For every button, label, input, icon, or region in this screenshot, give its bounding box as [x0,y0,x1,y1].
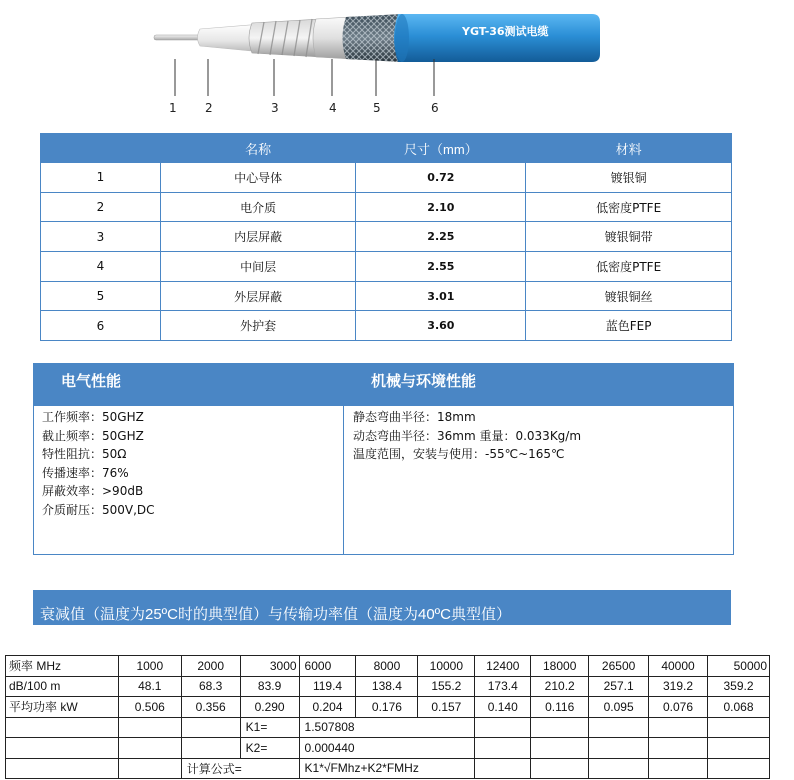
table-row [41,163,732,193]
freq-cell: 2000 [181,656,240,677]
table-row-k2 [6,738,770,759]
spec-line: 屏蔽效率：>90dB [42,484,144,498]
row-index: 6 [41,311,161,341]
db-cell: 257.1 [589,676,649,697]
row-index: 1 [41,163,161,193]
table-row-attenuation [6,676,770,697]
power-cell: 0.356 [181,697,240,718]
dimensions-table [40,133,732,341]
performance-panel [33,363,734,555]
power-cell: 0.157 [418,697,475,718]
power-cell: 0.176 [356,697,418,718]
power-cell: 0.204 [299,697,356,718]
row-size: 3.01 [356,281,526,311]
spec-line: 介质耐压：500V,DC [42,502,155,517]
row-name: 中间层 [160,252,356,282]
frequency-label: 频率 MHz [6,656,119,677]
freq-cell: 40000 [649,656,708,677]
cable-label: YGT-36测试电缆 [462,25,549,38]
spec-line: 工作频率：50GHZ [42,410,144,424]
table-row [41,192,732,222]
row-size: 2.25 [356,222,526,252]
row-index: 5 [41,281,161,311]
callout-number-2: 2 [205,101,213,115]
db-cell: 119.4 [299,676,356,697]
row-size: 3.60 [356,311,526,341]
row-size: 0.72 [356,163,526,193]
db-cell: 138.4 [356,676,418,697]
spec-line: 静态弯曲半径：18mm [353,410,476,424]
row-material: 蓝色FEP [526,311,732,341]
power-cell: 0.290 [240,697,299,718]
db-cell: 68.3 [181,676,240,697]
outer-jacket [394,14,600,62]
electrical-specs [34,406,344,554]
callout-number-5: 5 [373,101,381,115]
mechanical-title: 机械与环境性能 [371,373,477,390]
callout-number-1: 1 [169,101,177,115]
power-cell: 0.140 [475,697,531,718]
table-header-row [41,134,732,163]
db-cell: 173.4 [475,676,531,697]
leader-lines [175,59,434,96]
header-index [41,134,161,163]
power-cell: 0.116 [531,697,589,718]
db-cell: 319.2 [649,676,708,697]
k1-label: K1= [240,717,299,738]
power-cell: 0.095 [589,697,649,718]
table-row [41,281,732,311]
row-name: 外层屏蔽 [160,281,356,311]
power-cell: 0.068 [707,697,769,718]
freq-cell: 10000 [418,656,475,677]
row-material: 镀银铜丝 [526,281,732,311]
freq-cell: 6000 [299,656,356,677]
freq-cell: 26500 [589,656,649,677]
formula-label: 计算公式= [181,758,299,779]
table-row-frequency [6,656,770,677]
row-name: 电介质 [160,192,356,222]
row-index: 2 [41,192,161,222]
table-row-k1 [6,717,770,738]
header-size: 尺寸（mm） [356,134,526,163]
row-name: 外护套 [160,311,356,341]
callout-number-3: 3 [271,101,279,115]
db-cell: 48.1 [118,676,181,697]
row-material: 低密度PTFE [526,192,732,222]
k1-value: 1.507808 [299,717,475,738]
table-row-formula [6,758,770,779]
mechanical-specs [344,406,733,554]
row-name: 中心导体 [160,163,356,193]
attenuation-banner: 衰减值（温度为25ºC时的典型值）与传输功率值（温度为40ºC典型值） [33,590,731,625]
performance-header [34,364,733,406]
spec-line: 传播速率：76% [42,465,129,480]
attenuation-label: dB/100 m [6,676,119,697]
k2-label: K2= [240,738,299,759]
spec-line: 截止频率：50GHZ [42,428,144,443]
row-material: 低密度PTFE [526,252,732,282]
db-cell: 83.9 [240,676,299,697]
callout-number-4: 4 [329,101,337,115]
freq-cell: 8000 [356,656,418,677]
formula-value: K1*√FMhz+K2*FMHz [299,758,475,779]
power-cell: 0.506 [118,697,181,718]
db-cell: 210.2 [531,676,589,697]
freq-cell: 1000 [118,656,181,677]
row-index: 3 [41,222,161,252]
electrical-title: 电气性能 [61,373,122,390]
row-material: 镀银铜带 [526,222,732,252]
row-size: 2.10 [356,192,526,222]
spec-line: 温度范围，安装与使用：-55℃~165℃ [353,447,565,461]
db-cell: 359.2 [707,676,769,697]
db-cell: 155.2 [418,676,475,697]
callout-number-6: 6 [431,101,439,115]
freq-cell: 3000 [240,656,299,677]
table-row-power [6,697,770,718]
freq-cell: 12400 [475,656,531,677]
k2-value: 0.000440 [299,738,475,759]
header-name: 名称 [160,134,356,163]
row-index: 4 [41,252,161,282]
spec-line: 动态弯曲半径：36mm 重量：0.033Kg/m [353,428,582,443]
table-row [41,311,732,341]
cable-illustration [140,12,620,112]
row-material: 镀银铜 [526,163,732,193]
freq-cell: 50000 [707,656,769,677]
attenuation-table [5,655,770,779]
spec-line: 特性阻抗：50Ω [42,447,127,461]
freq-cell: 18000 [531,656,589,677]
power-cell: 0.076 [649,697,708,718]
row-size: 2.55 [356,252,526,282]
table-row [41,252,732,282]
power-label: 平均功率 kW [6,697,119,718]
header-material: 材料 [526,134,732,163]
row-name: 内层屏蔽 [160,222,356,252]
table-row [41,222,732,252]
